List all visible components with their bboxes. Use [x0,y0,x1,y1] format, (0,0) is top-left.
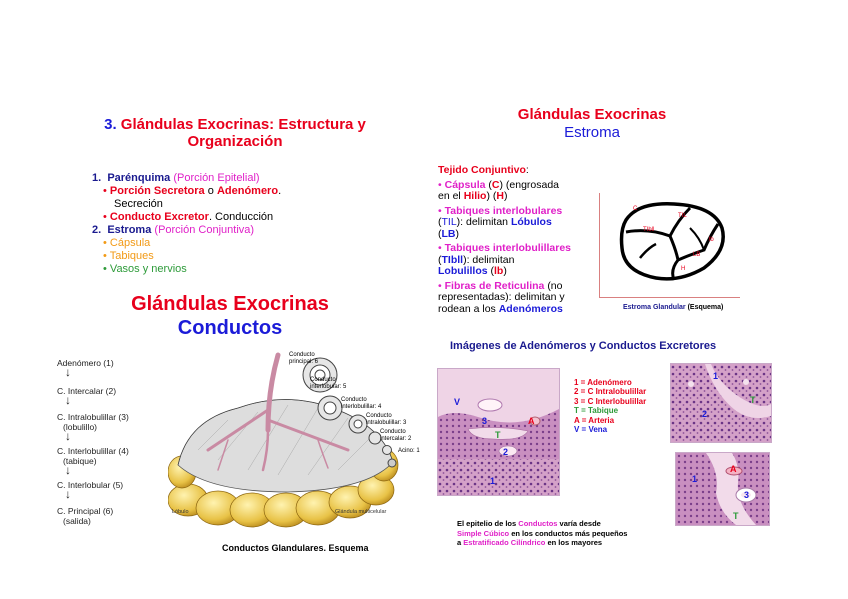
hierarchy-item-2: C. Intercalar (2) [57,386,117,396]
diagram-label-lobulo: Lóbulo [172,509,189,515]
section-title-conductos: Glándulas Exocrinas Conductos [131,293,329,339]
micro2-label-t: T [750,395,756,405]
legend-item: 1 = Adenómero [574,378,632,387]
estroma-label-lb-upper: lb [709,237,714,243]
list-subitem-secrecion: Secreción [114,198,163,210]
estroma-label-c: C [633,206,638,212]
micro1-label-2: 2 [503,447,509,457]
micro-legend [574,378,646,434]
list-subitem-conducto: • Conducto Excretor. Conducción [103,211,274,223]
micro1-label-v: V [454,397,461,407]
legend-item: V = Vena [574,425,608,435]
list-item-estroma: 2. Estroma (Porción Conjuntiva) [92,224,255,236]
micro1-label-3: 3 [482,416,488,426]
micrograph-3 [675,452,770,526]
diagram-label-principal: Conducto principal: 6 [289,352,319,365]
estroma-label-h: H [681,266,686,272]
list-item-parenquima: 1. Parénquima (Porción Epitelial) [92,172,260,184]
estroma-label-lb: LB [693,252,701,258]
micro3-label-t: T [733,511,739,521]
diagram-caption: Conductos Glandulares. Esquema [222,543,369,553]
legend-item: 3 = C Interlobulillar [574,396,647,406]
duct-illustration [168,350,408,535]
section-title-imagenes: Imágenes de Adenómeros y Conductos Excretores [450,340,717,352]
micro-caption: El epitelio de los Conductos varía desde Simple Cúbico en los conductos más pequeños a Estratificado Cilíndrico en los mayores [457,519,628,547]
legend-item: T = Tabique [574,406,619,416]
diagram-label-multilobular: Glándula multicelular [335,509,387,515]
legend-item: A = Arteria [574,415,615,425]
list-subitem-capsula: • Cápsula [103,237,151,249]
list-subitem-vasos: • Vasos y nervios [103,263,187,275]
diagram-label-acino: Acino: 1 [398,448,420,454]
estroma-label-tibll: TIbll [643,227,655,233]
hierarchy-item-4: C. Interlobulillar (4) [57,446,129,456]
list-subitem-secretora: • Porción Secretora o Adenómero. [103,185,282,197]
estroma-diagram-caption: Estroma Glandular (Esquema) [623,304,724,311]
micro1-label-1: 1 [490,476,496,486]
micro2-label-1: 1 [713,371,719,381]
micro3-label-3: 3 [744,490,750,500]
micro2-label-2: 2 [702,409,708,419]
list-subitem-tabiques: • Tabiques [103,250,154,262]
estructura-list [92,172,281,276]
micro1-label-a: A [528,416,535,426]
legend-item: 2 = C Intralobulillar [574,387,647,397]
hierarchy-item-5: C. Interlobular (5) [57,480,124,490]
micrograph-2 [670,363,772,443]
diagram-label-interlobular: Conducto interlobular: 5 [310,377,347,390]
diagram-label-interlobulillar: Conducto interlobulillar: 4 [341,397,382,410]
hierarchy-item-1: Adenómero (1) [57,358,114,368]
hierarchy-item-3: C. Intralobulillar (3) [57,412,129,422]
micro3-label-1: 1 [692,474,698,484]
estroma-label-til: TIL [678,213,687,219]
hierarchy-item-6: C. Principal (6) [57,506,114,516]
micro1-label-t: T [495,430,501,440]
diagram-label-intercalar: Conducto intercalar: 2 [380,429,412,442]
estroma-list: Tejido Conjuntivo: • Cápsula (C) (engrosada en el Hilio) (H) • Tabiques interlobulares (TIL): delimitan Lóbulos (LB) • Tabiques interlobulillares (TIbll): delimitan Lobulillos (lb) • Fibras de Reticulina (no representadas): delimitan y rodean a los Adenómeros [438,164,572,315]
diagram-label-intralobulillar: Conducto intralobulillar: 3 [366,413,407,426]
micro3-label-a: A [730,464,737,474]
section-title-estructura: 3. Glándulas Exocrinas: Estructura y Organización [104,116,366,150]
section-title-estroma: Glándulas Exocrinas Estroma [517,106,667,141]
duct-hierarchy: Adenómero (1) ↓ C. Intercalar (2) ↓ C. Intralobulillar (3) (lobulillo) ↓ C. Interlobulillar (4) (tabique) ↓ C. Interlobular (5) ↓ C. Principal (6) (salida) [57,358,129,526]
